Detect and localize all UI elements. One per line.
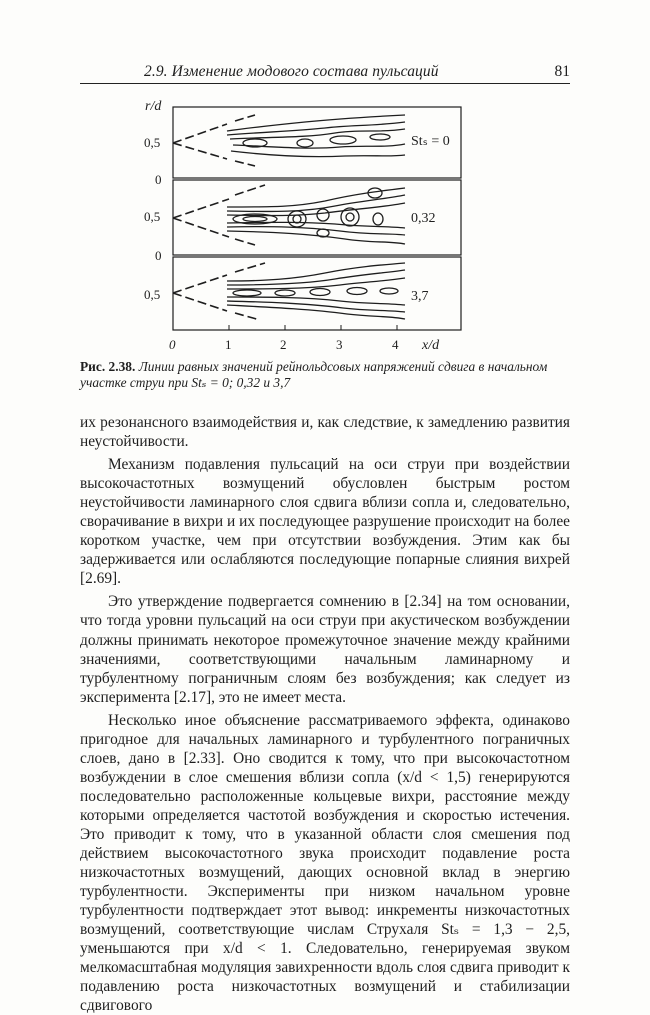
- panel-1-contours: [173, 115, 405, 166]
- page-number: 81: [554, 63, 570, 80]
- panel-2-strouhal-label: 0,32: [411, 211, 436, 226]
- figure-caption-text: Линии равных значений рейнольдсовых напряжений сдвига в начальном участке струи при Stₛ = 0; 0,32 и 3,7: [80, 359, 548, 390]
- header-rule: [80, 83, 570, 84]
- panel-1-strouhal-label: Stₛ = 0: [411, 134, 450, 149]
- x-tick-2: 2: [280, 337, 287, 352]
- panel-1-ytick-05: 0,5: [144, 135, 161, 150]
- body-text: [80, 413, 570, 1015]
- figure-caption-label: Рис. 2.38.: [80, 359, 136, 374]
- paragraph-4: Несколько иное объяснение рассматриваемого эффекта, одинаково пригодное для начальных ламинарного и турбулентного пограничных слоев, дано в [2.33]. Оно сводится к тому, что при высокочастотном возбуждении в слое смешения вблизи сопла (x/d < 1,5) генерируются последовательно расположенные кольцевые вихри, расстояние между которыми определяется частотой возбуждения и скоростью истечения. Это приводит к тому, что в указанной области слоя смешения под действием высокочастотного звука происходит подавление роста низкочастотных возмущений, дающих основной вклад в энергию турбулентности. Эксперименты при низком начальном уровне турбулентности подтверждает этот вывод: инкременты низкочастотных возмущений, соответствующие числам Струхаля Stₛ = 1,3 − 2,5, уменьшаются при x/d < 1. Следовательно, генерируемая звуком мелкомасштабная модуляция завихренности вдоль слоя сдвига приводит к подавлению роста низкочастотных возмущений и стабилизации сдвигового: [80, 711, 570, 1015]
- panel-1-ytick-0: 0: [155, 172, 162, 187]
- paragraph-2: Механизм подавления пульсаций на оси струи при воздействии высокочастотных возмущений обусловлен быстрым ростом неустойчивости ламинарного слоя сдвига вблизи сопла и, следовательно, сворачивание в вихри и их последующее разрушение происходит на более коротком участке, чем при отсутствии возбуждения. Этим как бы задерживается или ослабляются последующие попарные слияния вихрей [2.69].: [80, 456, 570, 588]
- panel-3-ytick-05: 0,5: [144, 287, 161, 302]
- x-tick-4: 4: [392, 337, 399, 352]
- panel-3-strouhal-label: 3,7: [411, 289, 429, 304]
- panel-2-contours: [173, 185, 405, 245]
- running-title: 2.9. Изменение модового состава пульсаций: [144, 63, 439, 80]
- x-tick-marks: [229, 325, 397, 330]
- x-tick-0: 0: [169, 337, 176, 352]
- running-header: [80, 60, 570, 82]
- x-tick-3: 3: [336, 337, 343, 352]
- panel-2-ytick-0: 0: [155, 248, 162, 263]
- x-tick-1: 1: [225, 337, 232, 352]
- y-axis-label: r/d: [145, 99, 162, 114]
- figure-contour-plot: [135, 95, 475, 357]
- paragraph-3: Это утверждение подвергается сомнению в [2.34] на том основании, что тогда уровни пульсаций на оси струи при акустическом возбуждении должны принимать некоторое промежуточное значение между крайними значениями, соответствующими начальным ламинарному и турбулентному пограничным слоям без возбуждения; как следует из эксперимента [2.17], это не имеет места.: [80, 593, 570, 706]
- paragraph-1: их резонансного взаимодействия и, как следствие, к замедлению развития неустойчивости.: [80, 414, 570, 451]
- x-axis-label: x/d: [422, 338, 440, 353]
- panel-3-contours: [173, 263, 405, 320]
- panel-2-ytick-05: 0,5: [144, 209, 161, 224]
- figure-caption: [80, 359, 570, 391]
